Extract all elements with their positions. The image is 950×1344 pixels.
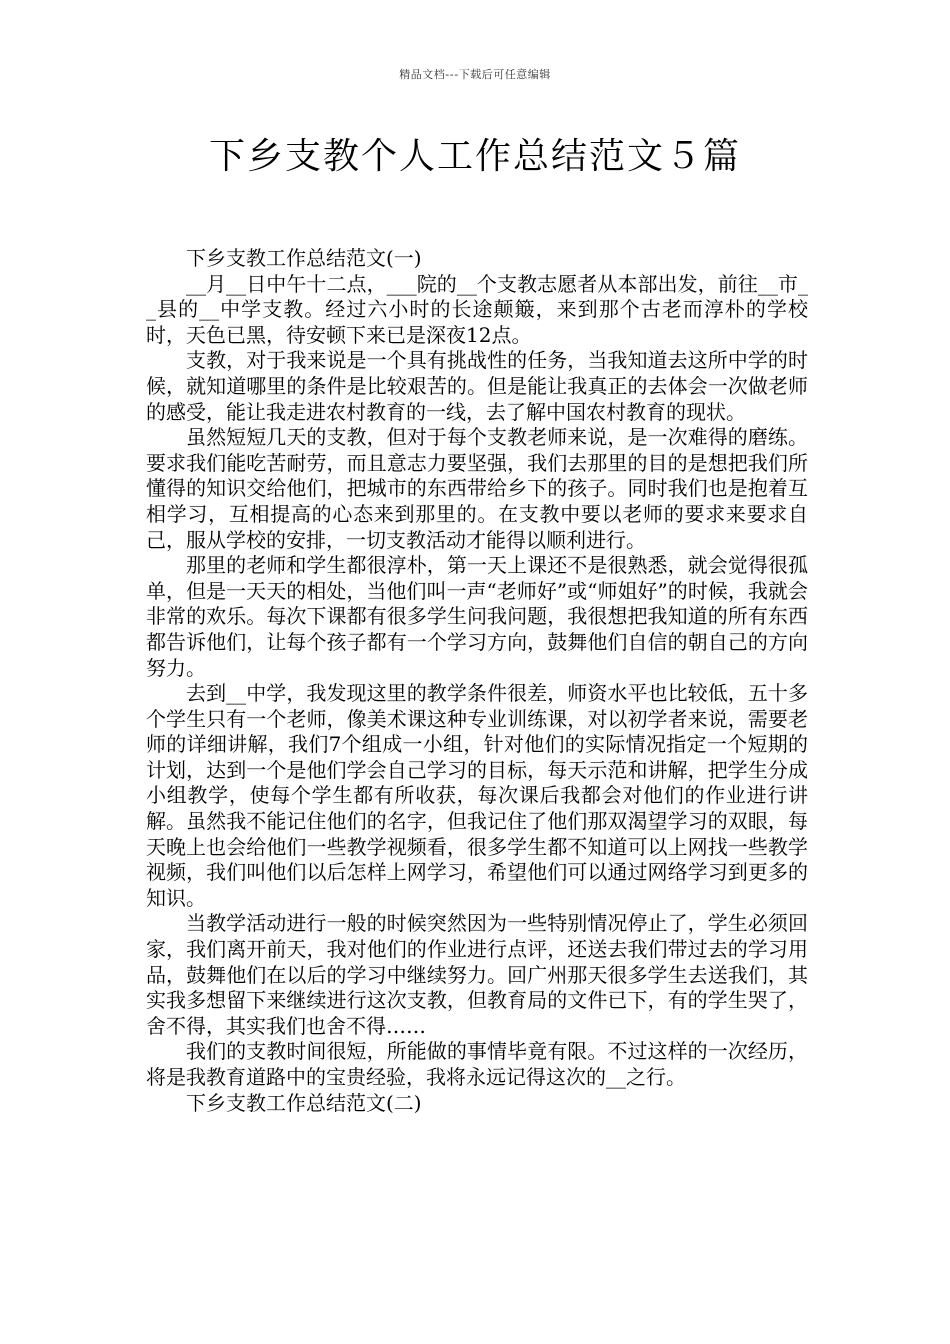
section-heading-1: 下乡支教工作总结范文(一) xyxy=(186,246,422,270)
document-body xyxy=(146,246,808,1116)
header-note: 精品文档---下载后可任意编辑 xyxy=(399,68,551,81)
paragraph: __月__日中午十二点，___院的__个支教志愿者从本部出发，前往__市__县的__中学支教。经过六小时的长途颠簸，来到那个古老而淳朴的学校时，天色已黑，待安顿下来已是深夜12点。 xyxy=(146,271,808,347)
paragraph: 支教，对于我来说是一个具有挑战性的任务，当我知道去这所中学的时候，就知道哪里的条件是比较艰苦的。但是能让我真正的去体会一次做老师的感受，能让我走进农村教育的一线，去了解中国农村教育的现状。 xyxy=(146,348,808,424)
paragraph: 那里的老师和学生都很淳朴，第一天上课还不是很熟悉，就会觉得很孤单，但是一天天的相处，当他们叫一声“老师好”或“师姐好”的时候，我就会非常的欢乐。每次下课都有很多学生问我问题，我很想把我知道的所有东西都告诉他们，让每个孩子都有一个学习方向，鼓舞他们自信的朝自己的方向努力。 xyxy=(146,553,808,680)
document-title: 下乡支教个人工作总结范文５篇 xyxy=(208,136,741,177)
paragraph: 当教学活动进行一般的时候突然因为一些特别情况停止了，学生必须回家，我们离开前天，我对他们的作业进行点评，还送去我们带过去的学习用品，鼓舞他们在以后的学习中继续努力。回广州那天很多学生去送我们，其实我多想留下来继续进行这次支教，但教育局的文件已下，有的学生哭了，舍不得，其实我们也舍不得…… xyxy=(146,911,808,1038)
paragraph: 去到__中学，我发现这里的教学条件很差，师资水平也比较低，五十多个学生只有一个老师，像美术课这种专业训练课，对以初学者来说，需要老师的详细讲解，我们7个组成一小组，针对他们的实际情况指定一个短期的计划，达到一个是他们学会自己学习的目标，每天示范和讲解，把学生分成小组教学，使每个学生都有所收获，每次课后我都会对他们的作业进行讲解。虽然我不能记住他们的名字，但我记住了他们那双渴望学习的双眼，每天晚上也会给他们一些教学视频看，很多学生都不知道可以上网找一些教学视频，我们叫他们以后怎样上网学习，希望他们可以通过网络学习到更多的知识。 xyxy=(146,681,808,910)
paragraph: 我们的支教时间很短，所能做的事情毕竟有限。不过这样的一次经历，将是我教育道路中的宝贵经验，我将永远记得这次的__之行。 xyxy=(146,1039,808,1089)
paragraph: 虽然短短几天的支教，但对于每个支教老师来说，是一次难得的磨练。要求我们能吃苦耐劳，而且意志力要坚强，我们去那里的目的是想把我们所懂得的知识交给他们，把城市的东西带给乡下的孩子。同时我们也是抱着互相学习，互相提高的心态来到那里的。在支教中要以老师的要求来要求自己，服从学校的安排，一切支教活动才能得以顺利进行。 xyxy=(146,425,808,552)
section-heading-2: 下乡支教工作总结范文(二) xyxy=(186,1090,422,1115)
